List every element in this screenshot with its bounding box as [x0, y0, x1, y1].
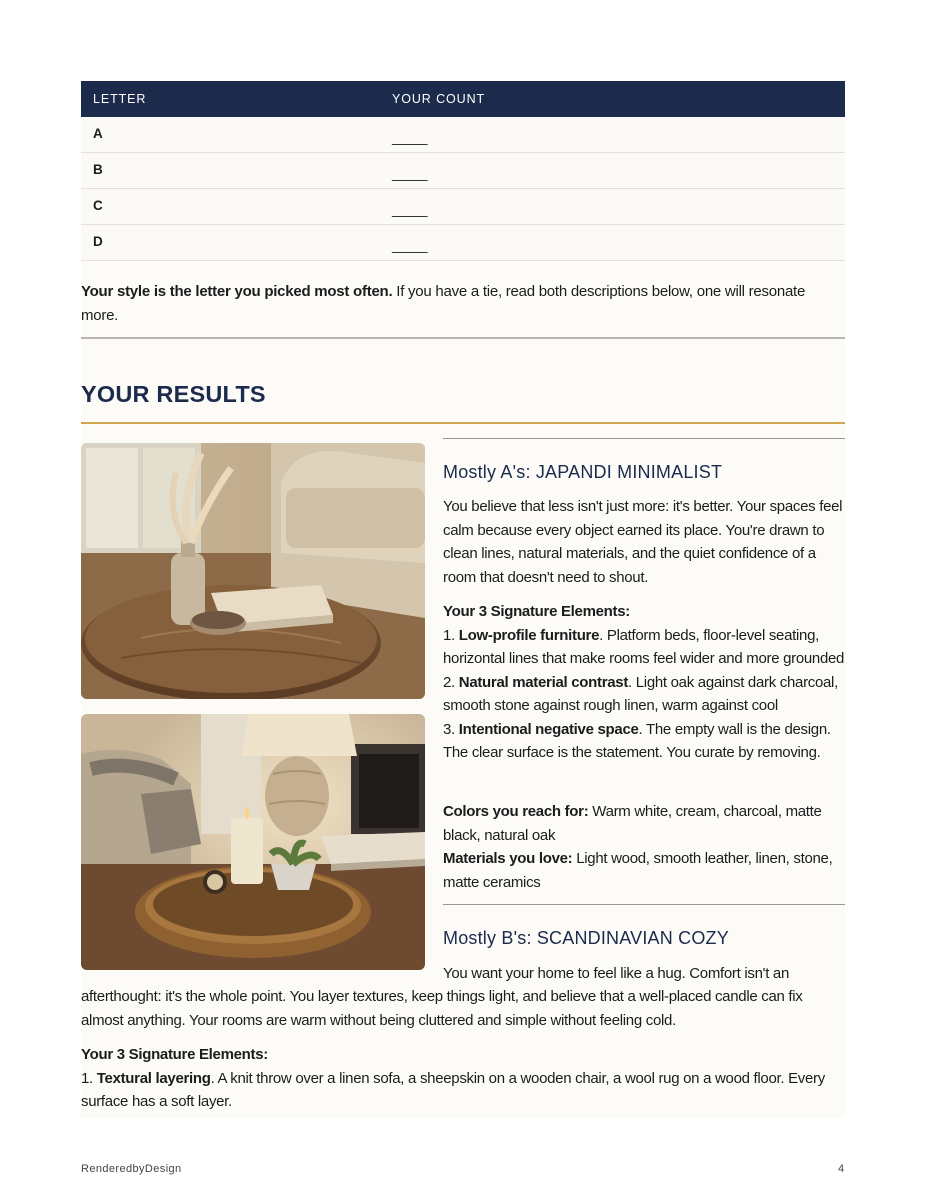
header-letter: LETTER	[93, 92, 147, 106]
table-row	[81, 189, 845, 225]
row-letter: D	[93, 234, 103, 249]
materials-text: Light wood, smooth leather, linen, stone, matte ceramics	[443, 850, 833, 891]
element-text: . A knit throw over a linen sofa, a sheepskin on a wooden chair, a wool rug on a wood floor. Every surface has a soft layer.	[81, 1069, 825, 1110]
elements-heading: Your 3 Signature Elements:	[81, 1046, 268, 1063]
section-a-elements	[443, 600, 847, 765]
table-row	[81, 225, 845, 261]
table-row	[81, 153, 845, 189]
element-title: Natural material contrast	[458, 673, 629, 691]
page-number: 4	[838, 1163, 845, 1175]
element-title: Intentional negative space	[458, 720, 639, 738]
element-text: . The empty wall is the design. The clear surface is the statement. You curate by removing.	[443, 720, 831, 761]
section-a-palette	[443, 800, 845, 894]
section-b-intro-line1: You want your home to feel like a hug. Comfort isn't an	[443, 965, 790, 982]
colors-label: Colors you reach for:	[443, 803, 589, 820]
row-letter: A	[93, 126, 103, 141]
colors-text: Warm white, cream, charcoal, matte black, natural oak	[443, 803, 822, 844]
table-header	[81, 81, 845, 117]
tie-note	[81, 280, 845, 328]
section-a-heading: Mostly A's: JAPANDI MINIMALIST	[443, 462, 723, 482]
count-blank: _____	[392, 202, 428, 217]
note-rest: If you have a tie, read both descriptions below, one will resonate more.	[81, 283, 806, 324]
row-letter: C	[93, 198, 103, 213]
section-a-intro: You believe that less isn't just more: it's better. Your spaces feel calm because every object earned its place. You're drawn to clean lines, natural materials, and the quiet confidence of a room that doesn't need to shout.	[443, 498, 843, 586]
scandi-photo	[81, 714, 425, 970]
element-text: . Light oak against dark charcoal, smooth stone against rough linen, warm against cool	[443, 673, 838, 714]
count-blank: _____	[392, 166, 428, 181]
count-blank: _____	[392, 130, 428, 145]
header-count: YOUR COUNT	[392, 92, 486, 106]
section-b-elements	[81, 1043, 845, 1114]
materials-label: Materials you love:	[443, 850, 573, 867]
section-b-heading: Mostly B's: SCANDINAVIAN COZY	[443, 928, 729, 948]
tally-table	[81, 81, 845, 261]
element-num: 3.	[443, 720, 459, 738]
section-a-divider	[443, 438, 845, 439]
section-b-divider	[443, 904, 845, 905]
element-text: . Platform beds, floor-level seating, horizontal lines that make rooms feel wider and more grounded	[443, 626, 845, 667]
section-b-intro-rest: afterthought: it's the whole point. You layer textures, keep things light, and believe that a well-placed candle can fix almost anything. Your rooms are warm without being cluttered and simple without feeling cold.	[81, 988, 803, 1029]
count-blank: _____	[392, 238, 428, 253]
element-title: Textural layering	[96, 1069, 211, 1087]
element-num: 1.	[81, 1069, 97, 1087]
results-title: YOUR RESULTS	[81, 381, 266, 407]
japandi-photo	[81, 443, 425, 699]
note-bold: Your style is the letter you picked most often.	[81, 283, 393, 300]
footer-brand: RenderedbyDesign	[81, 1163, 182, 1175]
row-letter: B	[93, 162, 103, 177]
gold-divider	[81, 422, 845, 424]
divider	[81, 337, 845, 339]
element-num: 2.	[443, 673, 459, 691]
element-num: 1.	[443, 626, 459, 644]
element-title: Low-profile furniture	[458, 626, 600, 644]
table-row	[81, 117, 845, 153]
elements-heading: Your 3 Signature Elements:	[443, 603, 630, 620]
